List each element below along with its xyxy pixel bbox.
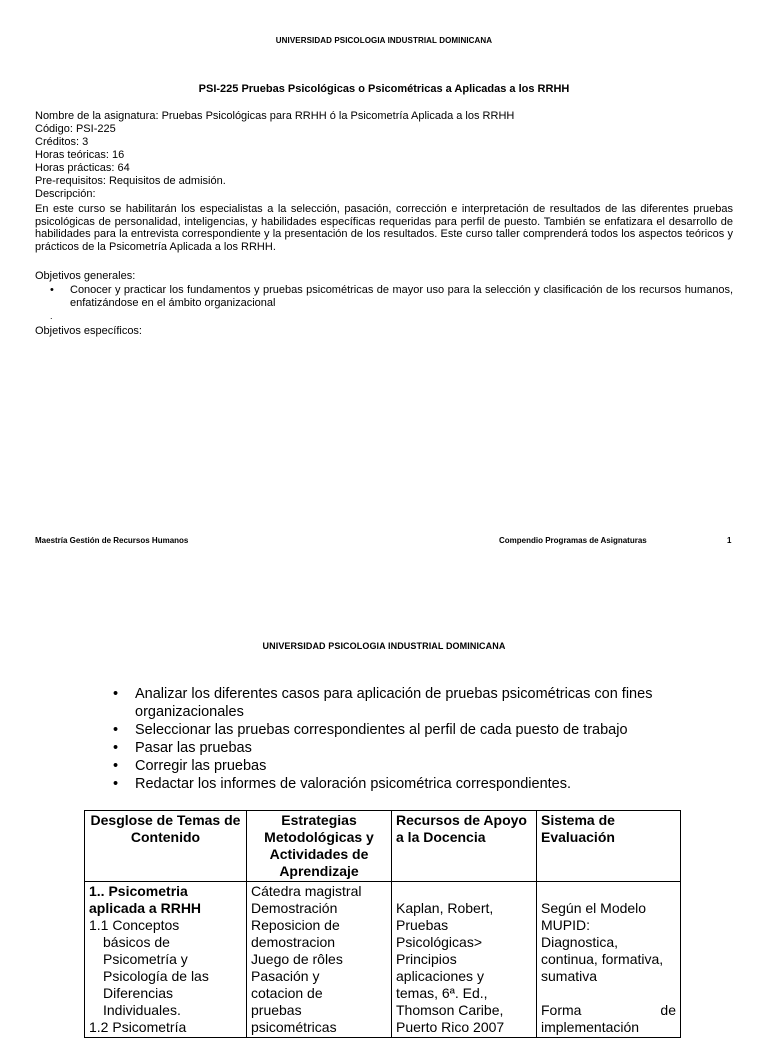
meta-line: Créditos: 3 [35, 136, 89, 148]
bullet-icon: • [50, 284, 54, 296]
list-item [35, 284, 733, 309]
table-cell-topics: 1.. Psicometria aplicada a RRHH 1.1 Conceptos básicos de Psicometría y Psicología de las Diferencias Individuales. 1.2 Psicometría [85, 882, 247, 1038]
stray-dot-icon: . [50, 311, 53, 321]
page-number: 1 [727, 536, 732, 545]
table-header-row [85, 811, 681, 882]
meta-line: Nombre de la asignatura: Pruebas Psicológicas para RRHH ó la Psicometría Aplicada a los RRHH [35, 110, 515, 122]
table-header-cell: Recursos de Apoyo a la Docencia [392, 811, 537, 882]
table-header-cell: Sistema de Evaluación [537, 811, 681, 882]
course-title: PSI-225 Pruebas Psicológicas o Psicométricas a Aplicadas a los RRHH [198, 83, 570, 95]
bullet-icon: • [113, 686, 119, 702]
list-item: • Pasar las pruebas [113, 740, 252, 756]
table-cell-resources: Kaplan, Robert, Pruebas Psicológicas> Principios aplicaciones y temas, 6ª. Ed., Thomson Caribe, Puerto Rico 2007 [392, 882, 537, 1038]
university-header: UNIVERSIDAD PSICOLOGIA INDUSTRIAL DOMINICANA [262, 641, 506, 651]
bullet-icon: • [113, 758, 119, 774]
table-header-cell: Desglose de Temas de Contenido [85, 811, 247, 882]
meta-line: Horas teóricas: 16 [35, 149, 125, 161]
topic-title: 1.. Psicometria aplicada a RRHH [89, 883, 202, 916]
bullet-icon: • [113, 740, 119, 756]
general-objectives-list [35, 284, 733, 309]
content-table [84, 810, 681, 1038]
course-description: En este curso se habilitarán los especialistas a la selección, pasación, corrección e interpretación de resultados de las diferentes pruebas psicológicas de personalidad, inteligencias, y habilidades específicas requeridas para perfil de puesto. También se enfatizara el desarrollo de habilidades para la entrevista correspondiente y la presentación de los resultados. Este curso taller comprenderá todos los aspectos teóricos y prácticos de la Psicometría Aplicada a los RRHH. [35, 203, 733, 253]
list-item: • Redactar los informes de valoración psicométrica correspondientes. [113, 776, 572, 792]
meta-line: Código: PSI-225 [35, 123, 116, 135]
list-item: • Seleccionar las pruebas correspondientes al perfil de cada puesto de trabajo [113, 722, 628, 738]
meta-line: Pre-requisitos: Requisitos de admisión. [35, 175, 226, 187]
evaluation-form-row: Forma de [541, 1002, 676, 1018]
table-row [85, 882, 681, 1038]
specific-objectives-label: Objetivos específicos: [35, 325, 142, 337]
course-metadata [35, 110, 735, 201]
document-page-2 [0, 560, 768, 1035]
bullet-icon: • [113, 776, 119, 792]
specific-objectives-list [113, 685, 713, 793]
meta-line: Horas prácticas: 64 [35, 162, 130, 174]
bullet-icon: • [113, 722, 119, 738]
list-item: • Analizar los diferentes casos para aplicación de pruebas psicométricas con fines organizacionales [113, 686, 653, 720]
footer-program: Maestría Gestión de Recursos Humanos [35, 536, 189, 545]
meta-line: Descripción: [35, 188, 96, 200]
footer-compendium: Compendio Programas de Asignaturas [499, 536, 647, 545]
general-objective-text: Conocer y practicar los fundamentos y pruebas psicométricas de mayor uso para la selección y clasificación de los recursos humanos, enfatizándose en el ámbito organizacional [70, 284, 733, 309]
table-header-cell: Estrategias Metodológicas y Actividades de Aprendizaje [247, 811, 392, 882]
table-cell-strategies: Cátedra magistral Demostración Reposicion de demostracion Juego de rôles Pasación y cotacion de pruebas psicométricas [247, 882, 392, 1038]
general-objectives-label: Objetivos generales: [35, 270, 136, 282]
table-cell-evaluation: Según el Modelo MUPID: Diagnostica, continua, formativa, sumativa Forma de implementación [537, 882, 681, 1038]
university-header: UNIVERSIDAD PSICOLOGIA INDUSTRIAL DOMINICANA [275, 36, 493, 45]
list-item: • Corregir las pruebas [113, 758, 267, 774]
